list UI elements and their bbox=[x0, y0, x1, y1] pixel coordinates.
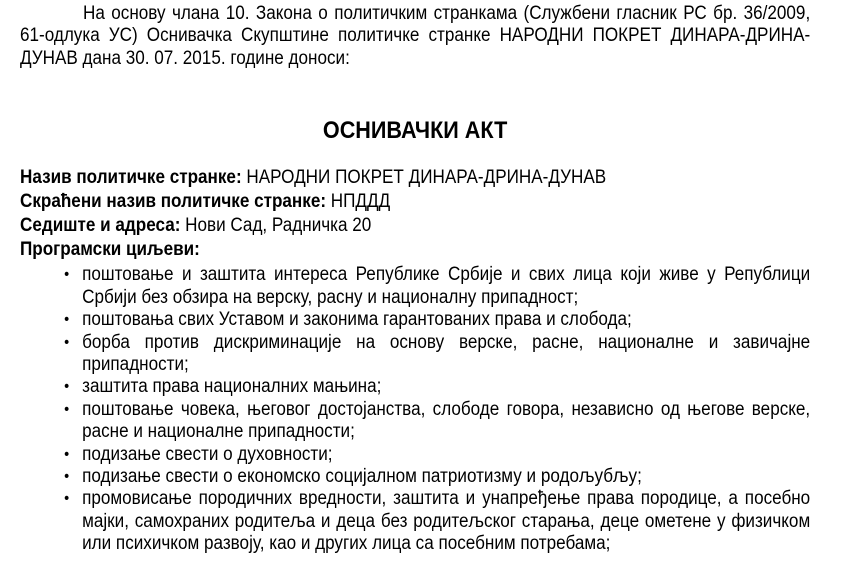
bullet-icon: • bbox=[64, 400, 70, 418]
document-page bbox=[20, 3, 810, 556]
field-short-name bbox=[20, 191, 810, 213]
intro-paragraph: На основу члана 10. Закона о политичким странкама (Службени гласник РС бр. 36/2009, 61-одлука УС) Оснивачка Скупштине политичке странке НАРОДНИ ПОКРЕТ ДИНАРА-ДРИНА-ДУНАВ дана 30. 07. 2015. године доноси: bbox=[20, 3, 811, 69]
field-value: НПДДД bbox=[326, 191, 391, 213]
list-item bbox=[64, 309, 810, 331]
list-item bbox=[64, 398, 811, 444]
goal-text: поштовање човека, његовог достојанства, слободе говора, независно од његове верске, расне и националне припадности; bbox=[82, 398, 811, 443]
list-item bbox=[64, 466, 810, 488]
bullet-icon: • bbox=[64, 311, 70, 329]
goals-list bbox=[20, 264, 810, 555]
field-party-name bbox=[20, 167, 810, 189]
field-value: НАРОДНИ ПОКРЕТ ДИНАРА-ДРИНА-ДУНАВ bbox=[241, 167, 607, 189]
field-program-goals bbox=[20, 239, 810, 261]
goal-text: подизање свести о духовности; bbox=[82, 443, 333, 465]
field-label: Скраћени назив политичке странке: bbox=[20, 191, 327, 213]
list-item bbox=[64, 264, 811, 309]
list-item bbox=[64, 443, 810, 466]
goal-text: подизање свести о економско социјалном патриотизму и родољубљу; bbox=[82, 466, 642, 487]
bullet-icon: • bbox=[64, 468, 70, 485]
goal-text: заштита права националних мањина; bbox=[82, 376, 382, 398]
list-item bbox=[64, 376, 810, 398]
goal-text: борба против дискриминације на основу верске, расне, националне и завичајне припадности; bbox=[82, 331, 811, 375]
field-label: Програмски циљеви: bbox=[20, 238, 200, 260]
field-label: Седиште и адреса: bbox=[20, 215, 181, 237]
bullet-icon: • bbox=[64, 490, 70, 508]
list-item bbox=[64, 488, 811, 555]
field-address bbox=[20, 215, 810, 237]
goal-text: поштовања свих Уставом и законима гарантованих права и слобода; bbox=[82, 309, 632, 331]
bullet-icon: • bbox=[64, 378, 70, 396]
field-value: Нови Сад, Радничка 20 bbox=[180, 215, 372, 237]
bullet-icon: • bbox=[64, 333, 70, 351]
document-title: ОСНИВАЧКИ АКТ bbox=[322, 117, 508, 145]
field-label: Назив политичке странке: bbox=[20, 167, 242, 189]
list-item bbox=[64, 331, 811, 377]
goal-text: поштовање и заштита интереса Републике Србије и свих лица који живе у Републици Србији без обзира на верску, расну и националну припадност; bbox=[82, 264, 811, 308]
goal-text: промовисање породичних вредности, заштита и унапређење права породице, а посебно мајки, самохраних родитеља и деца без родитељског старања, деце ометене у физичком или психичком развоју, као и других лица са посебним потребама; bbox=[82, 488, 811, 555]
bullet-icon: • bbox=[64, 445, 70, 463]
bullet-icon: • bbox=[64, 266, 70, 284]
